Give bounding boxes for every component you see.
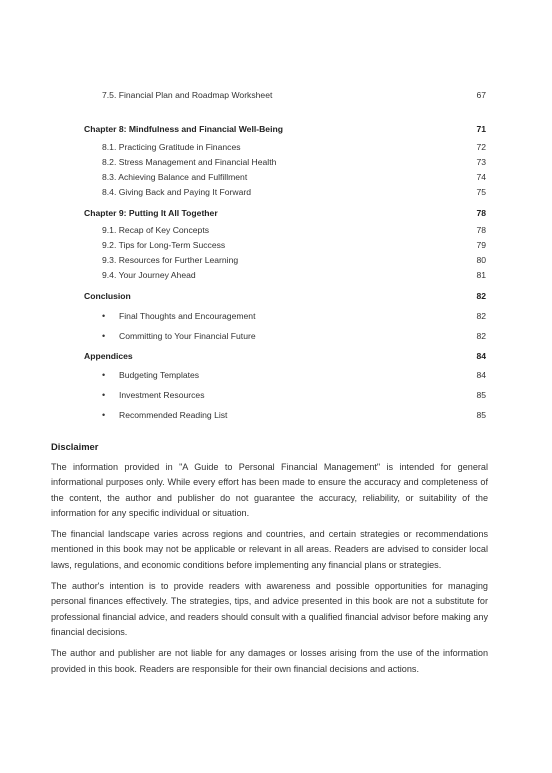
toc-entry-label: 9.4. Your Journey Ahead — [102, 270, 196, 280]
toc-chapter-page: 78 — [476, 208, 486, 218]
toc-entry-page: 67 — [476, 90, 486, 100]
toc-entry-page: 82 — [476, 331, 486, 341]
toc-entry[interactable] — [84, 329, 486, 344]
toc-entry[interactable] — [84, 388, 486, 403]
toc-entry-page: 85 — [476, 410, 486, 420]
toc-entry[interactable] — [84, 155, 486, 170]
toc-entry-label: 8.1. Practicing Gratitude in Finances — [102, 142, 241, 152]
bullet-icon: • — [102, 370, 106, 380]
toc-entry-page: 72 — [476, 142, 486, 152]
toc-chapter-page: 71 — [476, 124, 486, 134]
toc-chapter-title: Chapter 8: Mindfulness and Financial Well-Being — [84, 124, 283, 134]
toc-entry-label: 8.2. Stress Management and Financial Health — [102, 157, 277, 167]
disclaimer-paragraph: The author and publisher are not liable for any damages or losses arising from the use of the information provided in this book. Readers are responsible for their own financial decisions and actions. — [51, 648, 488, 674]
toc-entry[interactable] — [84, 185, 486, 200]
disclaimer-paragraph: The financial landscape varies across regions and countries, and certain strategies or recommendations mentioned in this book may not be applicable or relevant in all areas. Readers are advised to consider local laws, regulations, and economic conditions before implementing any financial plans or strategies. — [51, 529, 488, 570]
toc-entry-page: 74 — [476, 172, 486, 182]
bullet-icon: • — [102, 311, 106, 321]
toc-entry-label: 9.3. Resources for Further Learning — [102, 255, 239, 265]
bullet-icon: • — [102, 390, 106, 400]
toc-entry[interactable] — [84, 408, 486, 423]
toc-entry[interactable] — [84, 368, 486, 383]
toc-entry-page: 84 — [476, 370, 486, 380]
toc-entry[interactable] — [84, 309, 486, 324]
toc-entry-label: Final Thoughts and Encouragement — [119, 311, 256, 321]
toc-entry-label: 9.2. Tips for Long-Term Success — [102, 240, 226, 250]
toc-entry[interactable] — [84, 140, 486, 155]
bullet-icon: • — [102, 331, 106, 341]
toc-chapter-9[interactable] — [84, 206, 486, 221]
toc-entry-page: 78 — [476, 225, 486, 235]
toc-entry[interactable] — [84, 170, 486, 185]
toc-chapter-title: Chapter 9: Putting It All Together — [84, 208, 218, 218]
toc-entry-label: 9.1. Recap of Key Concepts — [102, 225, 210, 235]
toc-chapter-title: Appendices — [84, 351, 133, 361]
disclaimer-paragraph: The information provided in "A Guide to Personal Financial Management" is intended for general informational purposes only. While every effort has been made to ensure the accuracy and completeness of the content, the author and publisher do not guarantee the accuracy, reliability, or suitability of the information for any specific individual or situation. — [51, 462, 488, 518]
disclaimer-heading: Disclaimer — [51, 441, 99, 452]
toc-entry[interactable] — [84, 268, 486, 283]
toc-entry-page: 81 — [476, 270, 486, 280]
toc-entry-page: 73 — [476, 157, 486, 167]
toc-entry-page: 80 — [476, 255, 486, 265]
toc-chapter-8[interactable] — [84, 122, 486, 137]
toc-entry-label: Committing to Your Financial Future — [119, 331, 256, 341]
toc-entry[interactable] — [84, 238, 486, 253]
table-of-contents — [84, 88, 486, 423]
toc-entry-label: Budgeting Templates — [119, 370, 200, 380]
toc-entry-page: 75 — [476, 187, 486, 197]
toc-chapter-page: 82 — [476, 291, 486, 301]
toc-entry-label: 8.3. Achieving Balance and Fulfillment — [102, 172, 248, 182]
toc-entry-page: 82 — [476, 311, 486, 321]
toc-entry-label: Investment Resources — [119, 390, 205, 400]
toc-entry[interactable] — [84, 253, 486, 268]
toc-entry-page: 79 — [476, 240, 486, 250]
toc-entry-page: 85 — [476, 390, 486, 400]
toc-entry-label: 8.4. Giving Back and Paying It Forward — [102, 187, 252, 197]
disclaimer-paragraph: The author's intention is to provide readers with awareness and possible opportunities for managing personal finances effectively. The strategies, tips, and advice presented in this book are not a substitute for professional financial advice, and readers should consult with a qualified financial advisor before making any financial decisions. — [51, 581, 488, 637]
disclaimer-section — [51, 440, 488, 683]
toc-entry[interactable] — [84, 223, 486, 238]
toc-conclusion[interactable] — [84, 289, 486, 304]
toc-chapter-title: Conclusion — [84, 291, 131, 301]
toc-entry-label: Recommended Reading List — [119, 410, 228, 420]
bullet-icon: • — [102, 410, 106, 420]
toc-entry[interactable] — [84, 88, 486, 103]
toc-chapter-page: 84 — [476, 351, 486, 361]
toc-entry-label: 7.5. Financial Plan and Roadmap Worksheet — [102, 90, 273, 100]
toc-appendices[interactable] — [84, 349, 486, 364]
